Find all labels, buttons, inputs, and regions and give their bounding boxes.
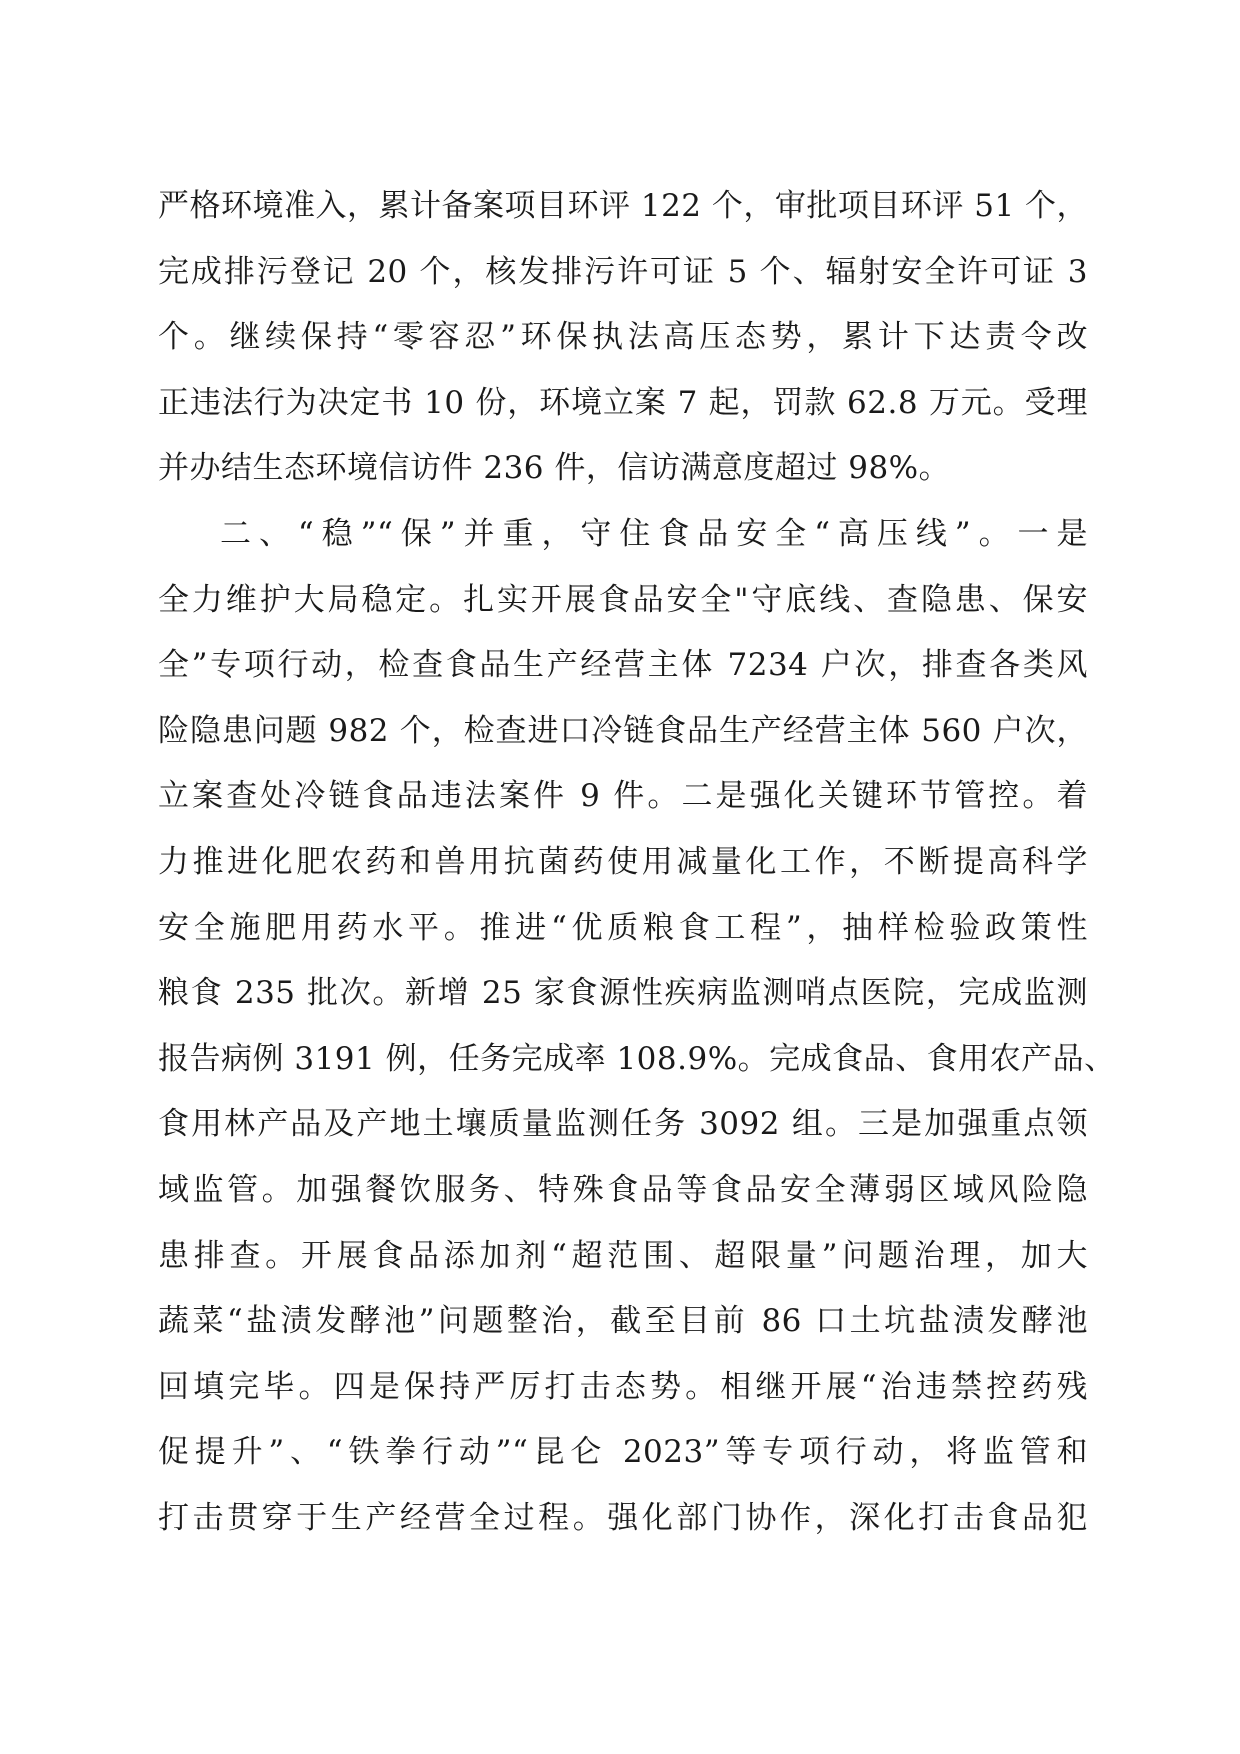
text-line: 并办结生态环境信访件 236 件，信访满意度超过 98%。 (158, 450, 951, 487)
text-line: 安全施肥用药水平。推进“优质粮食工程”，抽样检验政策性 (158, 909, 1088, 946)
text-line: 严格环境准入，累计备案项目环评 122 个，审批项目环评 51 个， (158, 188, 1089, 224)
text-line: 力推进化肥农药和兽用抗菌药使用减量化工作，不断提高科学 (158, 843, 1088, 880)
text-line: 回填完毕。四是保持严厉打击态势。相继开展“治违禁控药残 (158, 1368, 1088, 1405)
body-text (158, 183, 1116, 1560)
text-line: 促提升”、“铁拳行动”“昆仑 2023”等专项行动，将监管和 (158, 1434, 1088, 1471)
text-line: 打击贯穿于生产经营全过程。强化部门协作，深化打击食品犯 (158, 1499, 1088, 1536)
text-line: 个。继续保持“零容忍”环保执法高压态势，累计下达责令改 (158, 319, 1088, 356)
section-heading-line: 二、“稳”“保”并重，守住食品安全“高压线”。一是 (220, 515, 1088, 552)
text-line: 全力维护大局稳定。扎实开展食品安全"守底线、查隐患、保安 (158, 581, 1088, 618)
text-line: 食用林产品及产地土壤质量监测任务 3092 组。三是加强重点领 (158, 1106, 1088, 1143)
text-line: 粮食 235 批次。新增 25 家食源性疾病监测哨点医院，完成监测 (158, 975, 1088, 1012)
text-line: 患排查。开展食品添加剂“超范围、超限量”问题治理，加大 (158, 1237, 1088, 1274)
text-line: 正违法行为决定书 10 份，环境立案 7 起，罚款 62.8 万元。受理 (158, 384, 1088, 421)
text-line: 蔬菜“盐渍发酵池”问题整治，截至目前 86 口土坑盐渍发酵池 (158, 1303, 1088, 1340)
text-line: 报告病例 3191 例，任务完成率 108.9%。完成食品、食用农产品、 (158, 1040, 1116, 1077)
text-line: 域监管。加强餐饮服务、特殊食品等食品安全薄弱区域风险隐 (158, 1171, 1088, 1208)
text-line: 立案查处冷链食品违法案件 9 件。二是强化关键环节管控。着 (158, 778, 1088, 815)
text-line: 险隐患问题 982 个，检查进口冷链食品生产经营主体 560 户次， (158, 712, 1088, 749)
text-line: 完成排污登记 20 个，核发排污许可证 5 个、辐射安全许可证 3 (158, 253, 1088, 290)
text-line: 全”专项行动，检查食品生产经营主体 7234 户次，排查各类风 (158, 647, 1088, 684)
